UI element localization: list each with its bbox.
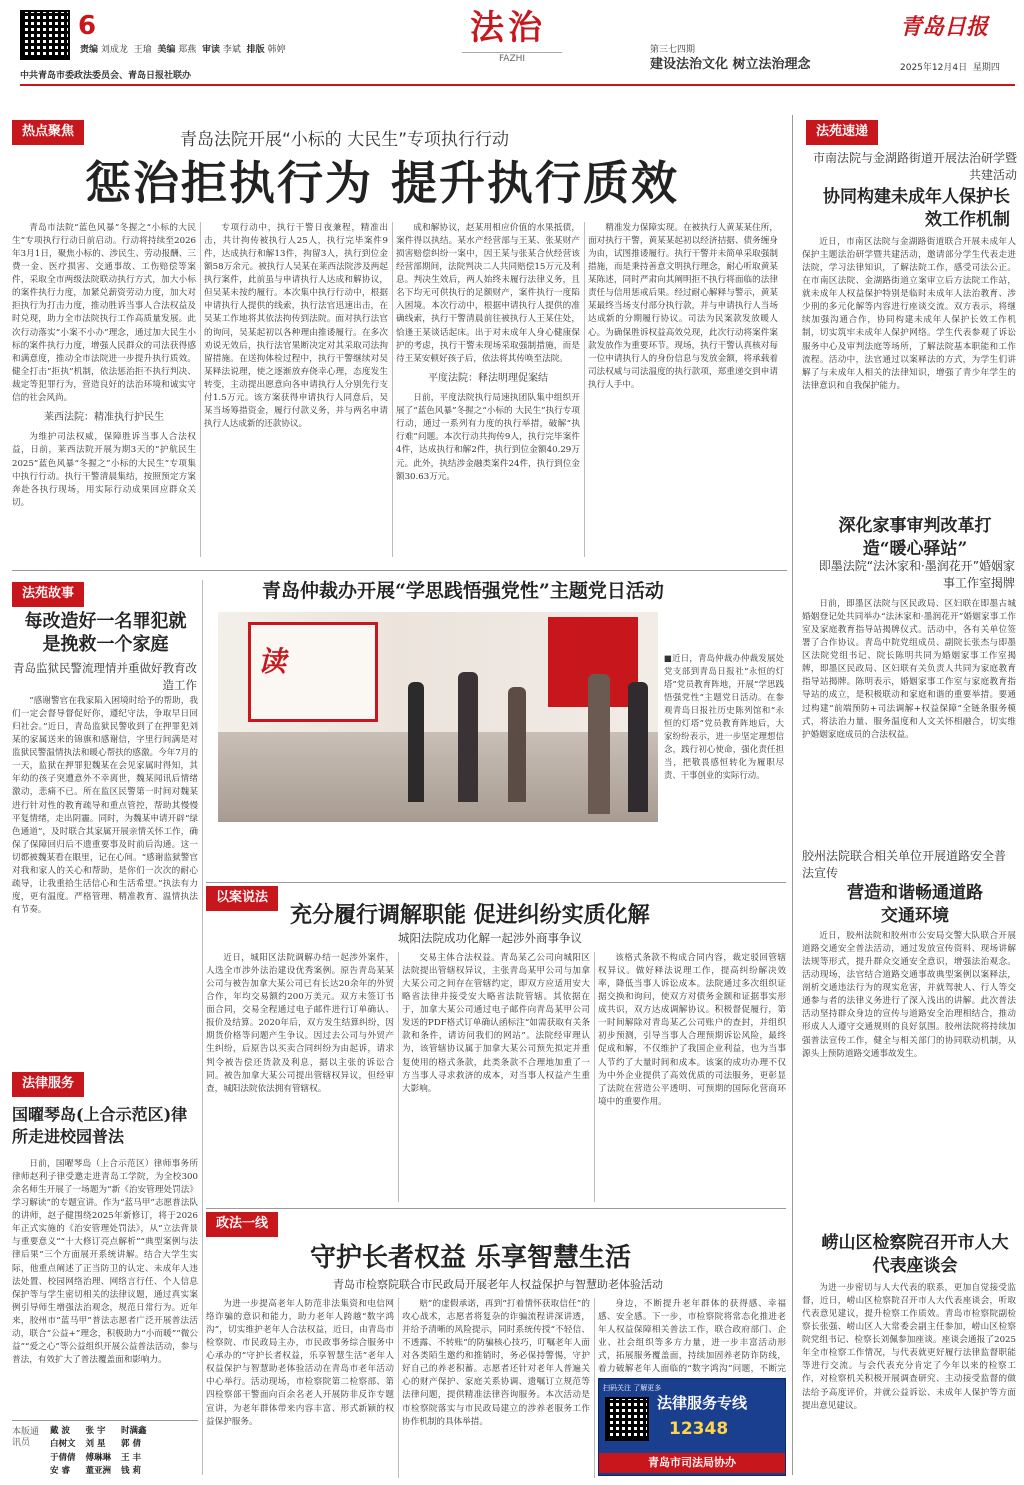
lead-kicker: 青岛法院开展“小标的 大民生”专项执行行动 xyxy=(180,130,510,150)
ad-bottom: 青岛市司法局协办 xyxy=(599,1453,785,1473)
arbitration-caption: ■近日，青岛仲裁办仲裁发展处党支部到青岛日报社“永恒的灯塔”党员教育阵地，开展“学思践悟强党性”主题党日活动。在参观青岛日报社历史陈列馆和“永恒的灯塔”党员教育阵地后，大家纷纷表示，进一步坚定理想信念，践行初心使命，强化责任担当，把敬畏感恒转化为履职尽责、干事创业的实际行动。 xyxy=(664,653,784,781)
right-s2-title: 深化家事审判改革打造“暖心驿站” xyxy=(838,516,992,559)
right-s1-title: 协同构建未成年人保护长效工作机制 xyxy=(823,187,1010,230)
date-line: 2025年12月4日 星期四 xyxy=(900,63,1000,73)
right-s1-kicker: 市南法院与金湖路街道开展法治研学暨共建活动 xyxy=(812,151,1017,183)
lead-col-2: 专项行动中，执行干警日夜兼程，精准出击，共计拘传被执行人25人，执行完毕案件9件，达成执行和解13件，拘留3人，执行到位金额58万余元。被执行人吴某在莱西法院涉及两起执行案件，此前虽与申请执行人达成和解协议，但吴某未按约履行。本次集中执行行动中，根据申请执行人提供的线索，执行法官迅速出击，在吴某工作地将其依法拘传到法院。面对执行法官的询问，吴某起初以各种理由推诿履行。在多次劝说无效后，执行法官果断决定对其采取司法拘留措施。在送拘体检过程中，执行干警继续对吴某释法说理，使之逐渐放弃侥幸心理，态度发生转变，主动提出愿意向各申请执行人分别先行支付1.5万元。该方案获得申请执行人同意后，吴某当场筹措资金，履行付款义务，并与两名申请执行人达成新的还款协议。 xyxy=(204,223,388,429)
ad-qr-code[interactable] xyxy=(605,1397,649,1441)
credits-label: 本版通讯员 xyxy=(12,1427,40,1448)
credit-name: 郭 倩 xyxy=(121,1439,141,1450)
section-en: FAZHI xyxy=(462,52,562,66)
credit-name: 于倩倩 xyxy=(50,1452,76,1463)
proc-subhead: 青岛市检察院联合市民政局开展老年人权益保护与智慧助老体验活动 xyxy=(333,1278,663,1291)
right-s3-title: 营造和谐畅通道路交通环境 xyxy=(847,883,983,926)
lead-col-3: 成和解协议，赵某用相应价值的水果抵债，案件得以执结。某水产经营部与王某、张某财产损害赔偿纠纷一案中，因王某与张某合伙经营该经营部期间，法院判决二人共同赔偿15万元及利息。判决生效后，两人始终未履行法律义务，且名下均无可供执行的足额财产，案件执行一度陷入困境。本次行动中，根据申请执行人提供的准确线索，执行干警清晨前往被执行人王某住处，恰逢王某谈话起床。出于对未成年人身心健康保护的考虑，执行干警未现场采取强制措施，而是待王某安顿好孩子后，依法将其传唤至法院。 平度法院：释法明理促案结 日前，平度法院执行局速执团队集中组织开展了“蓝色风暴”冬握之“小标的 大民生”执行专项行动，通过一系列有力度的执行举措，破解“执行难”问题。本次行动共拘传9人，执行完毕案件4件，达成执行和解2件，执行到位金额40.29万元。此外，执结涉金融类案件24件，执行到位金额30.63万元。 xyxy=(396,223,580,482)
hotline-ad[interactable] xyxy=(598,1378,786,1476)
story-kicker: 青岛监狱民警流理情并重做好教育改造工作 xyxy=(13,661,197,692)
credit-name: 张 宇 xyxy=(85,1426,106,1436)
lead-col-1: 青岛市法院“蓝色风暴”冬握之“小标的大民生”专项执行行动日前启动。行动将持续至2026年3月1日，聚焦小标的、涉民生、劳动报酬、三费一金、医疗损害、交通事故、工伤赔偿等案件，采取全市两级法院联动执行方式，加大小标的案件执行力度，加紧兑薪资劳动力度，加大对拒执行为打击力度，推动胜诉当事人合法权益及时兑现，助力全市法院执行工作高质量发展。此次行动落实“小案不小办”理念，通过加大民生小标的案件执行力度，增强人民群众的司法获得感和满意度，推动全市法院进一步提升执行质效。健全打击“拒执”机制，依法惩治拒不执行判决、裁定等犯罪行为，营造良好的法治环境和诚实守信的社会风尚。 莱西法院：精准执行护民生 为维护司法权威，保障胜诉当事人合法权益，日前，莱西法院开展为期3天的“护航民生2025”蓝色风暴“冬握之”小标的大民生”专项集中执行行动。执行干警清晨集结，按照预定方案奔赴各执行现场，用实际行动成果回应群众关切。 xyxy=(12,223,196,508)
right-s4-title: 崂山区检察院召开市人大代表座谈会 xyxy=(821,1233,1009,1276)
story-title: 每改造好一名罪犯就是挽救一个家庭 xyxy=(24,611,187,656)
legal-body: 日前，国曜琴岛（上合示范区）律师事务所律师赵利子律受邀走进青岛工学院，为全校300余名师生开展了一场题为“新《治安管理处罚法》学习解读”的专题宣讲。作为“蓝马甲”志愿普法队的讲师，赵子健围绕2025年新修订，将于2026年正式实施的《治安管理处罚法》，从“立法背景与重要意义”“十大修订亮点解析”“典型案例与法律后果”三个方面展开系统讲解。结合大学生实际，他重点阐述了正当防卫的认定、未成年人违法处置、校园网络治理、网络言行任、个人信息保护等与学生密切相关的法律议题，通过真实案例引导师生增强法治观念，规范日常行为。近年来，胶州市“蓝马甲”普法志愿者广泛开展普法活动，联合“公益+”理念，积极助力“小而暖”“微公益”“爱之心”等公益组织开展公益普法活动，参与普法，有效扩大了普法覆盖面和影响力。 xyxy=(12,1159,198,1365)
proc-col-3: 身边，不断提升老年群体的获得感、幸福感、安全感。下一步，市检察院将常态化推进老年人权益保障相关普法工作，联合政府部门、企业、社会组织等多方力量，进一步丰富活动形式，拓展服务覆盖面，持续加固养老防诈防线，着力破解老年人面临的“数字鸿沟”问题，不断完 xyxy=(598,1299,786,1374)
right-s1-body: 近日，市南区法院与金湖路街道联合开展未成年人保护主题法治研学暨共建活动，邀请部分学生代表走进法院，学习法律知识，了解法院工作，感受司法公正。在市南区法院、金湖路街道立案审立后方法院工作站，就未成年人权益保护特别是临时未成年人法治教育、涉少刑的多元化解等内容进行座谈交流。双方表示，将继续加强沟通合作，协同构建未成年人保护长效工作机制，切实筑牢未成年人保护网络。学生代表参观了诉讼服务中心及审判法庭等场所，了解法院基本职能和工作流程。活动中，法官通过以案释法的方式，为学生们讲解了与未成年人相关的法律知识，增强了青少年学生的法律意识和自我保护能力。 xyxy=(802,237,1016,391)
tag-hot-focus: 热点聚焦 xyxy=(12,120,84,145)
credit-name: 安 睿 xyxy=(50,1465,70,1476)
ad-scan-text: 扫码关注 了解更多 xyxy=(603,1384,662,1392)
credit-name: 董亚洲 xyxy=(85,1465,112,1476)
qr-code[interactable] xyxy=(20,10,70,60)
tag-frontline: 政法一线 xyxy=(206,1212,278,1237)
arbitration-photo: 读 xyxy=(218,612,658,822)
tag-court-express: 法苑速递 xyxy=(806,120,878,145)
right-s2-body: 日前，即墨区法院与区民政局、区妇联在即墨古城婚姻登记处共同举办“法沐家和·墨润花开”婚姻家事工作室及家庭教育指导站揭牌仪式。活动中，各有关单位签署了合作协议。青岛中院党组成员、副院长张杰与即墨区法院党组书记、院长陈明共同为婚姻家事工作室揭牌，即墨区民政局、区妇联有关负责人共同为家庭教育指导站揭牌。陈明表示，婚姻家事工作室与家庭教育指导站的成立，是积极联动和家庭和谐的重要举措。要通过构建“前端预防+司法调解+权益保障”全链条服务模式，将法治力量、服务温度和人文关怀相融合，切实维护婚姻家庭成员的合法权益。 xyxy=(802,599,1016,740)
right-s3-body: 近日，胶州法院和胶州市公安局交警大队联合开展道路交通安全普法活动，通过发放宣传资料、现场讲解法规等形式，提升群众交通安全意识，增强法治观念。活动现场，法官结合道路交通事故典型案例以案释法，剖析交通违法行为的现实危害，并就驾驶人、行人等交通参与者的法律义务进行了深入浅出的讲解。此次普法活动坚持群众身边的宣传与道路安全治理相结合，推动形成人人遵守交通规则的良好氛围。胶州法院将持续加强普法宣传工作，健全与相关部门的协同联动机制，从源头上预防道路交通事故发生。 xyxy=(802,931,1016,1059)
case-subhead: 城阳法院成功化解一起涉外商事争议 xyxy=(398,931,582,945)
tag-legal-service: 法律服务 xyxy=(12,1072,84,1097)
case-col-1: 近日，城阳区法院调解办结一起涉外案件，人选全市涉外法治建设优秀案例。原告青岛某某公司与被告加拿大某公司已有长达20余年的外贸合作，年均交易额约200万美元。双方未签订书面合同，交易全程通过电子邮件进行订单确认、报价及结算。2020年后，双方发生结算纠纷，因期货价格等问题产生争议。因过去公司与外贸产生纠纷，后原告以买卖合同纠纷为由起诉，请求判令被告偿还货款及利息，据以主张的诉讼合同。被告加拿大某公司提出管辖权异议，但经审查，城阳法院依法拥有管辖权。 xyxy=(206,953,394,1094)
tag-case-law: 以案说法 xyxy=(206,886,278,911)
proc-headline: 守护长者权益 乐享智慧生活 xyxy=(310,1243,632,1273)
right-s2-kicker: 即墨法院“法沐家和·墨润花开”婚姻家事工作室揭牌 xyxy=(818,559,1015,591)
lead-headline: 惩治拒执行为 提升执行质效 xyxy=(85,156,680,210)
subhead-laixi: 莱西法院：精准执行护民生 xyxy=(44,411,164,423)
credits-box xyxy=(12,1420,198,1475)
case-col-3: 该格式条款不构成合同内容，裁定驳回管辖权异议。做好释法说理工作，提高纠纷解决效率，降低当事人诉讼成本。法院通过多次组织证据交换和询问，使双方对债务金额和证据事实形成共识，双方达成调解协议。积极督促履行，第一时间解除对青岛某乙公司账户的查封，并组织初步预测，引导当事人合理预期诉讼风险，最终促成和解，不仅维护了我国企业利益，也为当事人节约了大量时间和成本。该案的成功办理不仅为中外企业提供了高效优质的司法服务，更彰显了法院在营造公平透明、可预期的国际化营商环境中的重要作用。 xyxy=(598,953,786,1107)
section-title: 法治 xyxy=(470,8,546,48)
ad-number: 12348 xyxy=(669,1419,729,1439)
slogan: 建设法治文化 树立法治理念 xyxy=(650,57,811,72)
ad-title: 法律服务专线 xyxy=(657,1394,748,1412)
right-s3-kicker: 胶州法院联合相关单位开展道路安全普法宣传 xyxy=(802,849,1007,881)
legal-title: 国曜琴岛(上合示范区)律所走进校园普法 xyxy=(12,1105,188,1146)
credit-name: 白树文 xyxy=(50,1439,76,1450)
credit-name: 王 丰 xyxy=(121,1452,141,1463)
case-headline: 充分履行调解职能 促进纠纷实质化解 xyxy=(290,902,650,928)
credit-name: 钱 莉 xyxy=(121,1465,141,1476)
sponsor-line: 中共青岛市委政法委员会、青岛日报社联办 xyxy=(20,71,192,81)
story-body: “感谢警官在我家陷入困境时给予的帮助，我们一定会督导督促好你，遵纪守法，争取早日回归社会。”近日，青岛监狱民警收到了在押罪犯刘某的家属送来的锦旗和感谢信，字里行间满是对监狱民警温情执法和暖心帮扶的感激。今年7月的一天，监狱在押罪犯魏某在会见家属时得知，其年幼的孩子突遭意外不幸离世，魏某闻讯后情绪激动，悲痛不已。所在监区民警第一时间对魏某进行针对性的教育疏导和重点管控，帮助其慢慢平复情绪，走出阴霾。同时，为魏某申请开辟“绿色通道”，及时联合其家属开展亲情关怀工作，确保了保障回归后不遗重要事及时前后沟通。这一切都被魏某看在眼里，记在心间。“感谢监狱警官对我和家人的关心和帮助，是你们一次次的耐心疏导，让我重拾生活信心和生活希望。”执法有力度，更有温度。严格管理、精准教育、温情执法有节奏。 xyxy=(12,696,198,915)
case-col-2: 交易主体合法权益。青岛某乙公司向城阳区法院提出管辖权异议，主张青岛某甲公司与加拿大某公司之间存在管辖约定，即双方应适用安大略省法律并接受安大略省法院管辖。其依据在于，加拿大某公司通过电子邮件向青岛某甲公司发送的PDF格式订单确认函标注“如需获取有关条款和条件，请访问我们的网站”。法院经审理认为，该管辖协议属于加拿大某公司预先拟定并重复使用的格式条款，此类条款不合理地加重了一方当事人寻求救济的成本，对当事人权益产生重大影响。 xyxy=(402,953,590,1094)
page-number: 6 xyxy=(78,11,97,41)
lead-col-4: 精准发力保障实现。在被执行人黄某某住所，面对执行干警，黄某某起初以经济拮据、债务缠身为由，试图推诿履行。执行干警并未简单采取强制措施，而是秉持善意文明执行理念，耐心听取黄某某陈述，同时严肃向其阐明拒不执行将面临的法律责任与信用惩戒后果。经过耐心解释与警示，黄某某最终当场支付部分执行款，并与申请执行人当场达成新的分期履行协议。司法为民案款发放暖人心。为确保胜诉权益高效兑现，此次行动将案件案款发放作为重要环节。现场，执行干警认真核对每一位申请执行人的身份信息与发放金额，将承载着司法权威与司法温度的执行款项，郑重递交到申请执行人手中。 xyxy=(588,223,778,390)
credit-name: 时满鑫 xyxy=(121,1426,147,1436)
issue-number: 第三七四期 xyxy=(650,45,696,55)
masthead-rule xyxy=(20,84,1015,86)
right-s4-body: 为进一步密切与人大代表的联系，更加自觉接受监督，近日，崂山区检察院召开市人大代表座谈会，听取代表意见建议，提升检察工作质效。青岛市检察院副检察长张强、崂山区人大常委会副主任参加，崂山区检察院党组书记、检察长刘佩参加座谈。座谈会通报了2025年全市检察工作情况，与代表就更好履行法律监督职能等进行交流。与会代表充分肯定了今年以来的检察工作，对检察机关积极开展调查研究、主动接受监督的做法给予高度评价，并就公益诉讼、未成年人保护等方面提出意见建议。 xyxy=(802,1283,1016,1411)
proc-col-1: 为进一步提高老年人防范非法集资和电信网络诈骗的意识和能力，助力老年人跨越“数字鸿沟”，切实维护老年人合法权益，近日，由青岛市检察院、市民政局主办，市民政事务综合服务中心承办的“守护长者权益，乐享智慧生活”老年人权益保护与智慧助老体验活动在青岛市老年活动中心举行。活动现场，市检察院第二检察部、第四检察部干警面向百余名老人开展防非反诈专题宣讲，为老年群体带来内容丰富、形式新颖的权益保护服务。 xyxy=(206,1299,394,1427)
subhead-pingdu: 平度法院：释法明理促案结 xyxy=(428,372,548,384)
credit-name: 戴 波 xyxy=(50,1426,70,1436)
paper-logo: 青岛日报 xyxy=(900,14,989,40)
proc-col-2: 赔”的虚假承诺，再到“打着情怀获取信任”的攻心战术，志愿者将复杂的诈骗流程讲深讲透，并给予清晰的风险提示，同时系统传授“不轻信、不透露、不转账”的防骗核心技巧，叮嘱老年人面对各类陌生邀约和推销时，务必保持警惕，守护好自己的养老积蓄。志愿者还针对老年人普遍关心的财产保护、家庭关系协调、遗嘱订立规范等法律问题，提供精准法律咨询服务。本次活动是市检察院落实与市民政局建立的涉养老服务工作协作机制的具体举措。 xyxy=(402,1299,590,1427)
staff-line: 责编 刘成龙 王瑜 美编 郑燕 审读 李斌 排版 韩婷 xyxy=(80,45,286,55)
tag-court-story: 法苑故事 xyxy=(12,582,84,607)
arbitration-headline: 青岛仲裁办开展“学思践悟强党性”主题党日活动 xyxy=(262,580,664,602)
credit-name: 刘 星 xyxy=(85,1439,106,1450)
credit-name: 傅琳琳 xyxy=(85,1452,112,1463)
